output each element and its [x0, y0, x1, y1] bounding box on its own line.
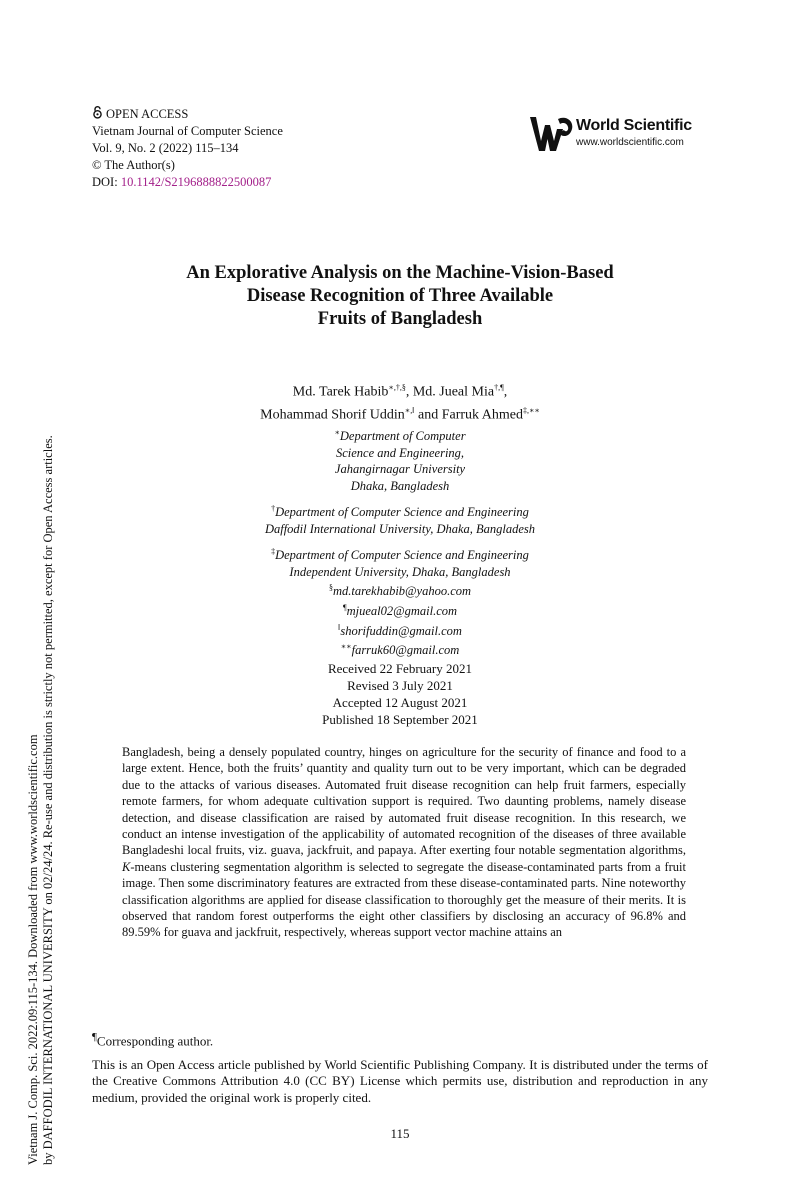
author-marks: †,¶	[494, 383, 504, 392]
author-name: Md. Tarek Habib	[292, 384, 389, 400]
email-address[interactable]: shorifuddin@gmail.com	[340, 623, 462, 638]
world-scientific-logo-icon	[528, 113, 574, 153]
author-name: Md. Jueal Mia	[412, 384, 495, 400]
affiliation-line: Jahangirnagar University	[334, 462, 466, 477]
affiliation-line: Dhaka, Bangladesh	[350, 478, 450, 493]
author-line1	[100, 379, 700, 402]
author-line2	[100, 402, 700, 425]
journal-meta	[92, 106, 283, 191]
date-revised: Revised 3 July 2021	[347, 678, 453, 693]
footnote-text: Corresponding author.	[96, 1033, 214, 1049]
journal-volume: Vol. 9, No. 2 (2022) 115–134	[92, 141, 239, 155]
title-line1: An Explorative Analysis on the Machine-Vision-Based	[186, 263, 614, 283]
author-name: Farruk Ahmed	[441, 407, 523, 423]
copyright: © The Author(s)	[92, 158, 175, 172]
publisher-name: World Scientific	[576, 117, 692, 134]
date-received: Received 22 February 2021	[327, 661, 473, 676]
author-separator: and	[414, 407, 442, 423]
affiliation-mark: ∗	[334, 428, 340, 437]
affiliation-line: Department of Computer Science and Engineering	[275, 505, 529, 520]
abstract-text: Bangladesh, being a densely populated country, hinges on agriculture for the security of finance and food to a large extent. Hence, both the fruits’ quantity and quality turn out to be very important, which can be degraded due to the attacks of various diseases. Automated fruit disease recognition can help fruit farmers, especially remote farmers, for whom adequate cultivation support is required. Two daunting problems, namely disease detection, and disease classification are raised by automated fruit disease recognition. In this research, we conduct an intense investigation of the applicability of automated recognition of the diseases of three available Bangladeshi local fruits, viz. guava, jackfruit, and papaya. After exerting four notable segmentation algorithms,	[122, 745, 686, 858]
open-access-label: OPEN ACCESS	[106, 107, 189, 121]
affiliation-daffodil	[100, 501, 700, 537]
email-mark: §	[328, 583, 333, 593]
affiliation-mark: ‡	[271, 547, 276, 557]
license-note: This is an Open Access article published by World Scientific Publishing Company. It is distributed under the terms of the Creative Commons Attribution 4.0 (CC BY) License which permits use, distribution and reproduction in any medium, provided the original work is properly cited.	[92, 1056, 708, 1105]
date-accepted: Accepted 12 August 2021	[332, 695, 468, 710]
abstract-k-symbol: K	[122, 859, 131, 874]
title-line3: Fruits of Bangladesh	[317, 309, 483, 329]
paper-title	[100, 262, 700, 331]
page-number: 115	[390, 1126, 410, 1141]
affiliation-line: Department of Computer	[339, 429, 466, 444]
email-mark: ¶	[342, 603, 347, 613]
doi-line	[92, 174, 283, 191]
email-address[interactable]: md.tarekhabib@yahoo.com	[332, 584, 472, 599]
affiliation-independent	[100, 544, 700, 580]
open-access-line	[92, 106, 283, 123]
author-separator: ,	[503, 384, 508, 400]
email-address[interactable]: mjueal02@gmail.com	[346, 604, 458, 619]
title-line2: Disease Recognition of Three Available	[246, 286, 554, 306]
email-address[interactable]: farruk60@gmail.com	[351, 643, 460, 658]
footnotes	[92, 1029, 708, 1106]
affiliation-jahangirnagar	[100, 425, 700, 494]
download-notice-line1: Vietnam J. Comp. Sci. 2022.09:115-134. Downloaded from www.worldscientific.com	[26, 734, 40, 1165]
journal-name: Vietnam Journal of Computer Science	[92, 124, 283, 138]
email-mark: ∗∗	[340, 642, 352, 652]
download-notice	[0, 0, 60, 1200]
doi-label: DOI:	[92, 175, 118, 189]
affiliation-line: Science and Engineering,	[335, 445, 465, 460]
date-published: Published 18 September 2021	[322, 712, 478, 727]
author-separator: ,	[405, 384, 413, 400]
email-mark: ‖	[338, 622, 341, 632]
affiliation-line: Daffodil International University, Dhaka, Bangladesh	[264, 521, 536, 536]
author-marks: ∗,‖	[404, 405, 415, 415]
footnote-mark: ¶	[92, 1031, 97, 1043]
publisher-logo	[528, 113, 703, 155]
author-name: Mohammad Shorif Uddin	[260, 407, 405, 423]
abstract	[122, 744, 686, 941]
abstract-text: -means clustering segmentation algorithm is selected to segregate the disease-contaminated parts from a fruit image. Then some discriminatory features are extracted from these disease-contaminated parts. Nine noteworthy classification algorithms are applied for disease classification to thoroughly get the measure of their merits. It is observed that random forest outperforms the eight other classifiers by disclosing an accuracy of 96.8% and 89.59% for guava and jackfruit, respectively, whereas support vector machine attains an	[122, 859, 686, 940]
affiliation-mark: †	[271, 504, 276, 514]
doi-link[interactable]: 10.1142/S2196888822500087	[120, 175, 272, 189]
author-marks: ‡,∗∗	[522, 405, 540, 415]
author-list	[100, 379, 700, 424]
download-notice-line2: by DAFFODIL INTERNATIONAL UNIVERSITY on 02/24/24. Re-use and distribution is strictly not permitted, except for Open Access articles.	[40, 435, 55, 1165]
publisher-url[interactable]: www.worldscientific.com	[576, 137, 684, 148]
affiliation-line: Independent University, Dhaka, Bangladesh	[289, 564, 511, 579]
affiliations	[100, 425, 700, 659]
affiliation-line: Department of Computer Science and Engineering	[275, 548, 529, 563]
author-marks: ∗,†,§	[388, 383, 406, 392]
open-access-icon	[92, 106, 103, 119]
publication-dates	[100, 660, 700, 728]
corresponding-author-note	[92, 1029, 708, 1050]
email-list	[100, 580, 700, 659]
